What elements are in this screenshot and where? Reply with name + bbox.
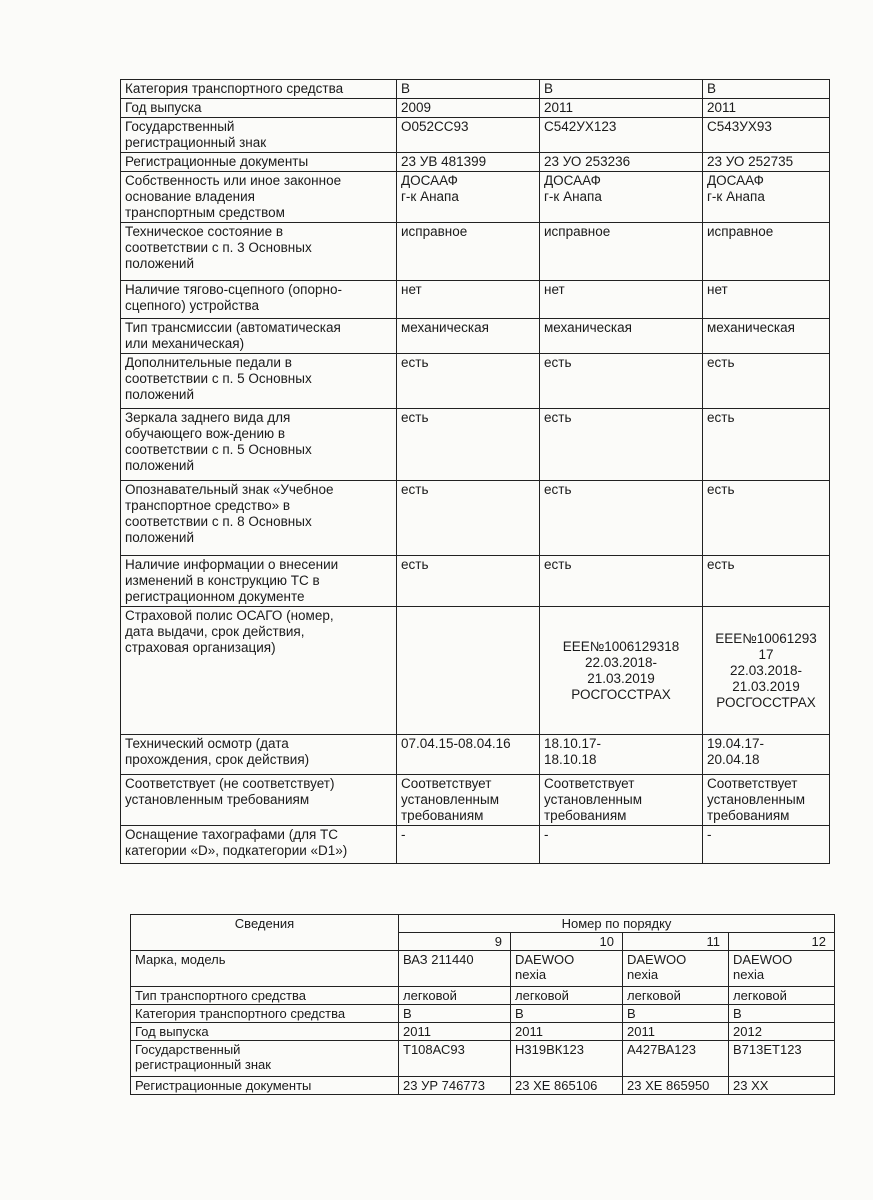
row-label: Марка, модель	[131, 951, 399, 987]
value-cell: 23 ХХ	[729, 1077, 835, 1095]
value-cell: 23 УВ 481399	[397, 153, 540, 172]
table-row	[121, 99, 830, 118]
value-cell: 2011	[623, 1023, 729, 1041]
table-row	[121, 409, 830, 481]
value-cell: Соответствует установленным требованиям	[703, 775, 830, 826]
value-cell: механическая	[397, 319, 540, 354]
value-cell: B	[511, 1005, 623, 1023]
value-cell: ДОСААФ г-к Анапа	[397, 172, 540, 223]
table-row	[121, 80, 830, 99]
row-label: Категория транспортного средства	[121, 80, 397, 99]
table-row	[131, 1041, 835, 1077]
value-cell: Н319ВК123	[511, 1041, 623, 1077]
row-label: Опознавательный знак «Учебное транспортное средство» в соответствии с п. 8 Основных положений	[121, 481, 397, 556]
value-cell: есть	[703, 481, 830, 556]
value-cell: есть	[397, 556, 540, 607]
value-cell: B	[729, 1005, 835, 1023]
row-label: Технический осмотр (дата прохождения, срок действия)	[121, 735, 397, 775]
value-cell: 23 ХЕ 865950	[623, 1077, 729, 1095]
table-row	[131, 1023, 835, 1041]
number-cell: 11	[623, 933, 729, 951]
row-label: Страховой полис ОСАГО (номер, дата выдачи, срок действия, страховая организация)	[121, 607, 397, 735]
value-cell: В713ЕТ123	[729, 1041, 835, 1077]
value-cell: 23 УО 253236	[540, 153, 703, 172]
value-cell	[397, 607, 540, 735]
row-label: Техническое состояние в соответствии с п. 3 Основных положений	[121, 223, 397, 281]
value-cell: есть	[540, 481, 703, 556]
value-cell: С543УХ93	[703, 118, 830, 153]
table-row	[121, 556, 830, 607]
table-row	[121, 281, 830, 319]
value-cell: есть	[703, 409, 830, 481]
table-row	[131, 1005, 835, 1023]
row-label: Тип трансмиссии (автоматическая или механическая)	[121, 319, 397, 354]
value-cell: легковой	[511, 987, 623, 1005]
value-cell: А427ВА123	[623, 1041, 729, 1077]
value-cell: легковой	[399, 987, 511, 1005]
header-order-cell: Номер по порядку	[399, 915, 835, 933]
row-label: Наличие тягово-сцепного (опорно- сцепного) устройства	[121, 281, 397, 319]
row-label: Дополнительные педали в соответствии с п. 5 Основных положений	[121, 354, 397, 409]
table-row	[121, 118, 830, 153]
row-label: Собственность или иное законное основание владения транспортным средством	[121, 172, 397, 223]
value-cell: О052СС93	[397, 118, 540, 153]
row-label: Государственный регистрационный знак	[121, 118, 397, 153]
value-cell: 2011	[703, 99, 830, 118]
row-label: Государственный регистрационный знак	[131, 1041, 399, 1077]
value-cell: 2011	[399, 1023, 511, 1041]
row-label: Год выпуска	[121, 99, 397, 118]
value-cell: DAEWOO nexia	[511, 951, 623, 987]
value-cell: есть	[397, 409, 540, 481]
number-cell: 12	[729, 933, 835, 951]
value-cell: B	[399, 1005, 511, 1023]
value-cell: DAEWOO nexia	[623, 951, 729, 987]
value-cell: 23 УР 746773	[399, 1077, 511, 1095]
table-row	[121, 735, 830, 775]
value-cell: легковой	[623, 987, 729, 1005]
value-cell: -	[703, 826, 830, 864]
value-cell: 07.04.15-08.04.16	[397, 735, 540, 775]
value-cell: Т108АС93	[399, 1041, 511, 1077]
value-cell: ЕЕЕ№10061293 17 22.03.2018- 21.03.2019 РОСГОССТРАХ	[703, 607, 830, 735]
table-row	[131, 987, 835, 1005]
row-label: Категория транспортного средства	[131, 1005, 399, 1023]
value-cell: есть	[540, 556, 703, 607]
value-cell: Соответствует установленным требованиям	[397, 775, 540, 826]
row-label: Соответствует (не соответствует) установленным требованиям	[121, 775, 397, 826]
table-row	[121, 775, 830, 826]
table-header-row	[131, 915, 835, 933]
value-cell: 2009	[397, 99, 540, 118]
value-cell: B	[397, 80, 540, 99]
table-row	[121, 826, 830, 864]
row-label: Оснащение тахографами (для ТС категории «D», подкатегории «D1»)	[121, 826, 397, 864]
value-cell: -	[397, 826, 540, 864]
value-cell: B	[540, 80, 703, 99]
vehicle-table-top	[120, 79, 830, 864]
value-cell: С542УХ123	[540, 118, 703, 153]
value-cell: механическая	[703, 319, 830, 354]
value-cell: есть	[540, 354, 703, 409]
value-cell: нет	[540, 281, 703, 319]
table-row	[121, 153, 830, 172]
value-cell: механическая	[540, 319, 703, 354]
value-cell: ЕЕЕ№1006129318 22.03.2018- 21.03.2019 РОСГОССТРАХ	[540, 607, 703, 735]
value-cell: ДОСААФ г-к Анапа	[703, 172, 830, 223]
value-cell: ДОСААФ г-к Анапа	[540, 172, 703, 223]
row-label: Наличие информации о внесении изменений в конструкцию ТС в регистрационном документе	[121, 556, 397, 607]
value-cell: нет	[397, 281, 540, 319]
row-label: Регистрационные документы	[121, 153, 397, 172]
value-cell: Соответствует установленным требованиям	[540, 775, 703, 826]
value-cell: 18.10.17- 18.10.18	[540, 735, 703, 775]
number-cell: 9	[399, 933, 511, 951]
table-row	[121, 223, 830, 281]
value-cell: 2012	[729, 1023, 835, 1041]
row-label: Зеркала заднего вида для обучающего вож-дению в соответствии с п. 5 Основных положений	[121, 409, 397, 481]
value-cell: легковой	[729, 987, 835, 1005]
value-cell: нет	[703, 281, 830, 319]
value-cell: 2011	[540, 99, 703, 118]
table-row	[131, 1077, 835, 1095]
value-cell: исправное	[703, 223, 830, 281]
table-row	[121, 319, 830, 354]
value-cell: есть	[397, 354, 540, 409]
table-row	[121, 607, 830, 735]
table-row	[121, 354, 830, 409]
value-cell: 2011	[511, 1023, 623, 1041]
value-cell: B	[703, 80, 830, 99]
value-cell: есть	[397, 481, 540, 556]
value-cell: есть	[703, 556, 830, 607]
value-cell: 23 ХЕ 865106	[511, 1077, 623, 1095]
value-cell: есть	[540, 409, 703, 481]
row-label: Регистрационные документы	[131, 1077, 399, 1095]
row-label: Год выпуска	[131, 1023, 399, 1041]
value-cell: ВАЗ 211440	[399, 951, 511, 987]
value-cell: -	[540, 826, 703, 864]
table-row	[131, 951, 835, 987]
value-cell: DAEWOO nexia	[729, 951, 835, 987]
vehicle-table-bottom	[130, 914, 835, 1095]
value-cell: есть	[703, 354, 830, 409]
value-cell: исправное	[540, 223, 703, 281]
header-info-cell: Сведения	[131, 915, 399, 951]
row-label: Тип транспортного средства	[131, 987, 399, 1005]
value-cell: 23 УО 252735	[703, 153, 830, 172]
value-cell: 19.04.17- 20.04.18	[703, 735, 830, 775]
number-cell: 10	[511, 933, 623, 951]
value-cell: исправное	[397, 223, 540, 281]
table-row	[121, 172, 830, 223]
value-cell: B	[623, 1005, 729, 1023]
table-row	[121, 481, 830, 556]
